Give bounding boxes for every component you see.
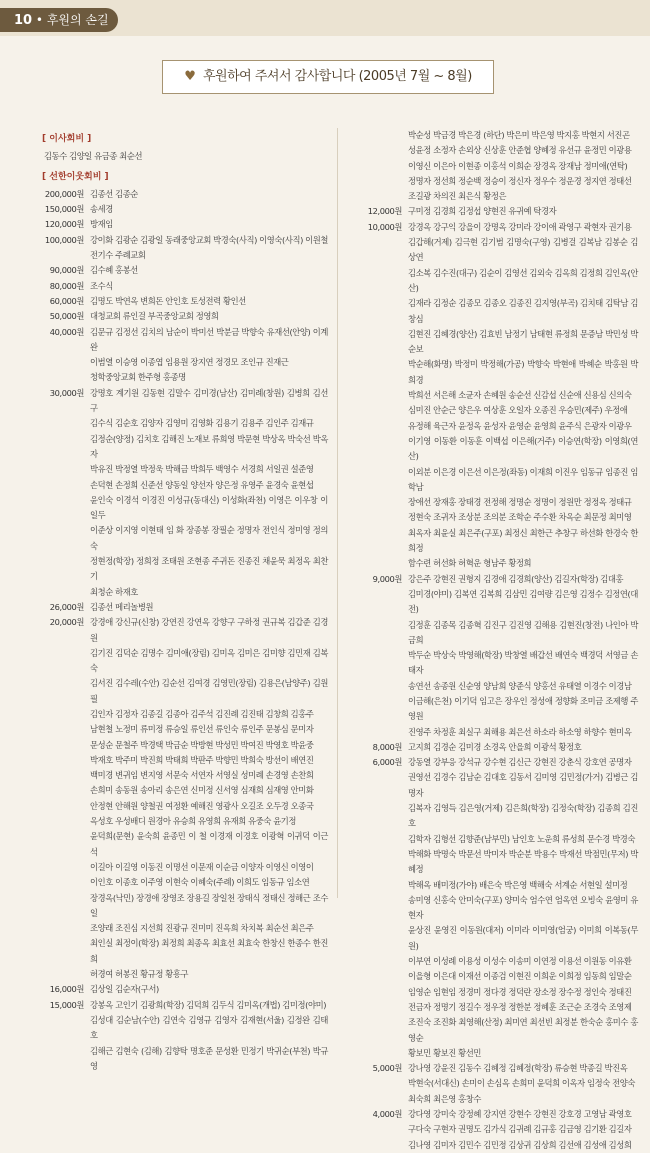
column-divider <box>337 128 338 898</box>
donor-names-continued: 옥성호 우성배디 원경아 유승희 유영희 유재희 유중숙 윤기정 <box>90 816 297 827</box>
donor-names-continued: 청학중앙교회 한주형 홍종명 <box>90 372 186 383</box>
donation-amount: 8,000원 <box>372 741 402 752</box>
donor-names-continued: 정현숙 조귀자 조상분 조의분 조학순 주수환 차옥순 최문정 최미영 <box>408 512 632 523</box>
donor-names-continued: 박유진 박정열 박정욱 박해금 박희두 백영수 서경희 서일권 설준영 <box>90 464 314 475</box>
donor-names: 김수혜 홍봉선 <box>90 265 138 276</box>
donation-amount: 150,000원 <box>44 204 84 215</box>
donor-names: 김명도 박연옥 변희돈 안인호 토성전력 황인선 <box>90 295 246 306</box>
donation-amount: 100,000원 <box>44 234 84 245</box>
donor-names-continued: 김미경(야미) 김복연 김복희 김삼민 김여량 김은영 김정수 김정연(대전) <box>408 588 638 615</box>
donor-names-continued: 이영신 이은아 이현종 이홍석 이희순 장경옥 장재남 정미애(연탁) <box>408 160 628 171</box>
donor-names-continued: 이길아 이길영 이동진 이명선 이문재 이순금 이양자 이영신 이영이 <box>90 861 314 872</box>
donor-names-continued: 최청순 하재호 <box>90 586 138 597</box>
donor-names-continued: 이부연 이성례 이용성 이성수 이송미 이연정 이용선 이원동 이유환 <box>408 956 632 967</box>
donor-names-continued: 전금자 정명기 정길수 정우정 정한분 정혜훈 조근순 조경숙 조영제 <box>408 1001 632 1012</box>
donor-names-continued: 윤상진 윤영진 이동원(대저) 이미라 이미영(엄궁) 이미희 이복동(무원) <box>408 925 638 951</box>
donation-entry <box>28 309 328 324</box>
donation-amount: 15,000원 <box>49 999 84 1010</box>
donor-names: 송세경 <box>90 204 113 215</box>
donor-names-continued: 이금해(은천) 이기덕 임고은 장우인 정성애 정향화 조미금 조제행 주영원 <box>408 695 638 722</box>
donor-names: 강경애 강신규(신창) 강연진 강연옥 강향구 구하정 권규복 김갑준 김경원 <box>90 617 328 643</box>
donation-entry <box>28 263 328 278</box>
donor-names-continued: 허경여 허봉진 황규정 황흥구 <box>90 969 189 980</box>
donor-names-continued: 구다숙 구현자 권명도 김가식 김귀례 김규홍 김금영 김기환 김길자 <box>408 1124 632 1135</box>
donor-names-continued: 정현정(학장) 정희정 조태원 조현종 주귀돈 진종진 채윤묵 최정옥 최찬기 <box>90 556 328 582</box>
donation-amount: 80,000원 <box>49 280 84 291</box>
donor-names-continued: 김정훈 김종목 김종혁 김진구 김진영 김해용 김현진(창전) 나인아 박금희 <box>408 619 638 645</box>
donor-names-continued: 장애선 장재홍 장태경 전정해 정명순 정명이 정원만 정정옥 정태규 <box>408 497 632 508</box>
section-label-board: [ 이사회비 ] <box>42 134 92 144</box>
donation-entry <box>28 982 328 997</box>
section-title: 후원의 손길 <box>46 13 109 27</box>
donor-names-continued: 김복자 김영득 김은영(거제) 김은희(학장) 김정숙(학장) 김종희 김진호 <box>408 803 638 829</box>
donor-names-continued: 이인호 이종호 이주영 이현숙 이혜숙(주례) 이희도 임동규 임소연 <box>90 877 310 888</box>
page-number: 10 <box>14 13 33 28</box>
donor-names: 강다영 강미숙 강정혜 강지연 강현수 강현진 강호경 고영남 곽영호 <box>408 1109 632 1119</box>
donor-names-continued: 김수식 김순호 김양자 김영미 김영화 김용기 김용주 김인주 김재규 <box>90 418 314 429</box>
donation-amount: 120,000원 <box>44 219 84 230</box>
donor-names-continued: 김성대 김순남(수안) 김연숙 김영규 김영자 김재현(서울) 김정완 김태호 <box>90 1014 328 1041</box>
donor-names: 강봉옥 고인기 김광희(학장) 김덕희 김두식 김미옥(개법) 김미정(야미) <box>90 999 327 1010</box>
donor-names-continued: 장경옥(낙민) 장경애 장영조 장용길 장일천 장태식 정태신 정해근 조수일 <box>90 892 328 918</box>
donor-names: 김상일 김순자(구서) <box>90 984 159 995</box>
donation-entry <box>346 128 638 143</box>
donor-names-continued: 이을형 이은대 이재선 이종검 이현진 이희운 이희정 임동희 임말순 <box>408 971 632 982</box>
donor-names-continued: 임영순 임현임 정경미 정다경 정덕란 장소정 장수정 정인숙 정태진 <box>408 986 632 997</box>
donor-names: 김문규 김정선 김치의 남순이 박미선 박분금 박향숙 유재선(안양) 이계완 <box>90 326 328 352</box>
donor-names-continued: 이기영 이동환 이동훈 이백섭 이은해(거주) 이승연(학장) 이영희(연산) <box>408 435 638 462</box>
donor-names-continued: 남현철 노정미 류미정 류승일 류인선 류인숙 류인주 문봉심 문미자 <box>90 724 314 735</box>
donor-names-continued: 김해근 김현숙 (김해) 김향탁 명호준 문성환 민정기 박귀순(부천) 박규영 <box>90 1045 328 1071</box>
donor-names-continued: 안정현 안해원 양철권 여정환 예해진 영광사 오길조 오두경 오종국 <box>90 800 314 811</box>
donor-names-continued: 전기수 주례교회 <box>90 250 146 261</box>
donation-amount: 90,000원 <box>49 265 84 276</box>
donor-names-continued: 진영주 차정훈 최실구 최해용 최은선 하소라 하소영 하향수 현미옥 <box>408 726 632 737</box>
donation-entry <box>28 202 328 217</box>
donor-names-continued: 김서진 김수레(수안) 김순선 김여경 김영민(장림) 김용은(남양주) 김원필 <box>90 678 328 704</box>
donation-amount: 20,000원 <box>49 617 84 628</box>
donation-amount: 200,000원 <box>44 188 84 199</box>
donation-entry <box>28 386 328 417</box>
donor-names-continued: 박재호 박주미 박진희 박태희 박판주 박향민 박희숙 방선이 배연진 <box>90 754 314 765</box>
donation-amount: 10,000원 <box>367 221 402 232</box>
page-title <box>162 60 494 94</box>
donor-names-continued: 성윤정 소정자 손외상 신상훈 안준협 양혜정 유선규 윤정민 이광용 <box>408 145 632 156</box>
donor-names: 고지희 김경순 김미경 소경옥 안을희 이광석 황정호 <box>408 741 582 752</box>
donation-entry <box>28 294 328 309</box>
left-column <box>28 128 328 1074</box>
section-label-good-neighbor: [ 선한이웃회비 ] <box>42 171 109 182</box>
donor-names-continued: 권영선 김경수 김남순 김대호 김동서 김미영 김민정(가거) 김병근 김명자 <box>408 772 638 798</box>
donor-names-continued: 최옥자 최윤실 최은주(구포) 최정신 최한근 추창구 하선화 한경숙 한희정 <box>408 527 638 554</box>
donor-names-continued: 박현숙(서대신) 손미이 손심옥 손희미 윤덕희 이옥자 임정숙 전양숙 <box>408 1078 635 1089</box>
donation-entry <box>346 220 638 235</box>
donor-names: 박순성 박금경 박은경 (하단) 박은미 박은영 박지홍 박현지 서진곤 <box>408 130 630 140</box>
donation-amount: 60,000원 <box>49 295 84 306</box>
donor-names: 강명호 계기원 김동현 김말수 김미경(남산) 김미례(창원) 김병희 김선구 <box>90 387 328 414</box>
donor-names-continued: 박해옥 배미정(가야) 배은숙 박은영 백해숙 서계순 서현일 설미정 <box>408 879 628 890</box>
donation-entry <box>28 187 328 202</box>
donor-names: 김종선 메리놀병원 <box>90 601 154 612</box>
donor-names: 조수식 <box>90 280 113 291</box>
donor-names-continued: 최인실 최정이(학장) 최정희 최종옥 최효선 최효숙 한창신 한종수 한진희 <box>90 938 328 964</box>
donor-names-continued: 백미경 변귀임 변지영 서문숙 서연자 서영실 성미례 손경영 손찬희 <box>90 770 314 781</box>
donation-entry <box>346 204 638 219</box>
donation-entry <box>346 1107 638 1122</box>
donor-names: 김종선 김종순 <box>90 188 138 199</box>
donor-names-continued: 송미영 신홍숙 안미숙(구포) 양미숙 엄수연 엄옥연 오빙숙 윤영미 유현자 <box>408 894 638 921</box>
donor-names: 강은주 강현진 권형지 김경애 김경희(양산) 김길자(학장) 김대홍 <box>408 573 624 584</box>
donation-amount: 40,000원 <box>49 326 84 337</box>
donor-names-continued: 유정해 육근자 윤정옥 윤성자 윤영순 윤영희 윤주식 은광자 이광우 <box>408 420 632 431</box>
donor-names-continued: 손덕현 손정희 신준선 양동일 양선자 양은정 유영주 윤경숙 윤현섭 <box>90 479 314 490</box>
donor-names-continued: 박희선 서은해 소균자 손혜원 송순선 신감섭 신순애 신용심 신의숙 <box>408 390 632 401</box>
donation-amount: 5,000원 <box>372 1063 402 1074</box>
donation-amount: 26,000원 <box>49 601 84 612</box>
right-column <box>346 128 638 1153</box>
donor-names-continued: 조길광 차의진 최은식 황정은 <box>408 191 507 202</box>
donor-names-continued: 박순해(화명) 박정미 박정해(가공) 박향숙 박현애 박혜순 박홍원 박희경 <box>408 359 638 385</box>
donor-names-continued: 송연선 송종원 신순영 양남희 양준식 양홍선 유태열 이경수 이경남 <box>408 680 632 691</box>
page-tab <box>0 8 118 32</box>
donation-entry <box>28 233 328 248</box>
donor-names: 강경옥 강구익 강을이 강명옥 강미라 강이애 곽영구 곽현자 권기용 <box>408 221 632 232</box>
donation-entry <box>28 279 328 294</box>
donor-names-continued: 이준상 이지영 이현태 임 화 장종봉 장필순 정명자 전인식 정미영 정의숙 <box>90 525 328 551</box>
donation-entry <box>346 1061 638 1076</box>
donation-amount: 50,000원 <box>49 311 84 322</box>
donation-amount: 12,000원 <box>367 206 402 217</box>
donor-names-continued: 문성순 문철주 박경택 박금순 박방현 박성민 박여진 박영호 박윤중 <box>90 739 314 750</box>
donor-names-continued: 박두순 박상숙 박영해(학장) 박창열 배갑선 배연숙 백경덕 서영금 손태자 <box>408 650 638 676</box>
donor-names: 강이화 김광순 김광일 동래중앙교회 박경숙(사직) 이영숙(사직) 이원철 <box>90 234 328 245</box>
donor-names-continued: 조진숙 조진화 최영해(산정) 최미연 최선빈 최정분 한숙순 홍미수 홍영순 <box>408 1017 638 1043</box>
donor-names-continued: 최숙희 최은영 홍창수 <box>408 1093 482 1104</box>
donation-entry <box>346 740 638 755</box>
donor-names-continued: 김기진 김덕순 김명수 김미애(장림) 김미옥 김미은 김미향 김민재 김복숙 <box>90 647 328 674</box>
donor-names-continued: 윤덕희(문현) 윤숙희 윤종민 이 철 이경재 이경호 이광혁 이귀덕 이근석 <box>90 831 328 857</box>
board-member-names: 김동수 김양일 유금종 최순선 <box>44 151 143 162</box>
donor-names-continued: 이범열 이승영 이종엽 임용원 장지연 정경모 조인규 진재근 <box>90 357 289 368</box>
donor-names-continued: 김재라 김정순 김종모 김종오 김종진 김지영(부곡) 김치태 김탁남 김창심 <box>408 298 638 324</box>
donation-entry <box>28 217 328 232</box>
donor-names-continued: 심미진 안순근 양은우 여상훈 오일자 오종진 우승민(제주) 우정애 <box>408 405 628 416</box>
donor-names-continued: 박해화 박명숙 박문선 박미자 박순분 박용수 박재선 박점민(무저) 박혜정 <box>408 848 638 875</box>
page-title-text: 후원하여 주셔서 감사합니다 (2005년 7월 ~ 8월) <box>202 69 472 84</box>
donor-names: 강나영 강윤진 김동수 김혜정 김혜정(학장) 류승현 박종길 박진옥 <box>408 1063 628 1074</box>
donor-names-continued: 함수련 허선화 허혁운 형남주 황정희 <box>408 558 532 569</box>
tab-dot: • <box>35 13 47 27</box>
donor-names-continued: 김인자 김정자 김종길 김종아 김주석 김진례 김진태 김창희 김홍주 <box>90 708 314 719</box>
donation-amount: 4,000원 <box>372 1109 402 1119</box>
donor-names-continued: 김학자 김형선 김향준(남부민) 남인호 노운희 류성희 문수경 박경숙 <box>408 833 635 844</box>
donor-names-continued: 김갑해(거제) 김극현 김기범 김명숙(구영) 김병걸 김복남 김봉순 김상연 <box>408 237 638 263</box>
donation-list-left <box>28 187 328 1074</box>
donor-names-continued: 김소복 김수진(대구) 김순이 김영선 김외숙 김옥희 김정희 김인옥(안산) <box>408 267 638 293</box>
donation-entry <box>346 755 638 770</box>
donor-names-continued: 조양래 조진심 지선희 진광규 진미미 진옥희 차치복 최순선 최은주 <box>90 923 314 934</box>
donor-names-continued: 김현진 김혜경(양산) 김효빈 남정기 남태현 류정희 문증남 박민성 박순보 <box>408 328 638 355</box>
donation-amount: 6,000원 <box>372 757 402 768</box>
donor-names: 대청교회 류인걸 부곡중앙교회 정영희 <box>90 311 219 322</box>
donor-names-continued: 윤인숙 이경석 이경진 이성규(동대신) 이성화(좌천) 이영은 이우창 이일두 <box>90 494 328 521</box>
donor-names-continued: 김나영 김미자 김민수 김민정 김상귀 김상희 김선애 김성애 김성희 <box>408 1139 632 1150</box>
donation-amount: 16,000원 <box>49 984 84 995</box>
donation-entry <box>28 998 328 1013</box>
donor-names-continued: 정명자 정선희 정순백 정승이 정신자 정우수 정운경 정지연 정태선 <box>408 175 632 186</box>
donor-names-continued: 김정순(양정) 김치호 김해진 노재보 류희영 박문현 박상옥 박숙선 박옥자 <box>90 433 328 459</box>
donor-names-continued: 황보민 황보진 황선민 <box>408 1047 482 1058</box>
donor-names: 방재임 <box>90 219 113 230</box>
donation-entry <box>28 325 328 356</box>
donor-names-continued: 이외분 이은경 이은선 이은정(좌동) 이재희 이진우 임동규 임종진 임학남 <box>408 466 638 492</box>
donation-entry <box>346 572 638 587</box>
donation-entry <box>28 615 328 646</box>
donation-amount: 9,000원 <box>372 573 402 584</box>
donor-names: 강동열 강부응 강석규 강수현 김신근 강현진 강춘식 강호연 공명자 <box>408 757 632 768</box>
donation-entry <box>28 600 328 615</box>
donation-amount: 30,000원 <box>49 387 84 398</box>
donation-amount <box>346 128 408 143</box>
donor-names-continued: 손희미 송동원 송아리 송은연 신미정 신서영 심재희 심재영 안미화 <box>90 785 314 796</box>
donation-list-right <box>346 128 638 1153</box>
heart-icon: ♥ <box>184 69 196 84</box>
donor-names: 구미정 김경희 김정섭 양현진 유귀예 탁경자 <box>408 206 557 217</box>
